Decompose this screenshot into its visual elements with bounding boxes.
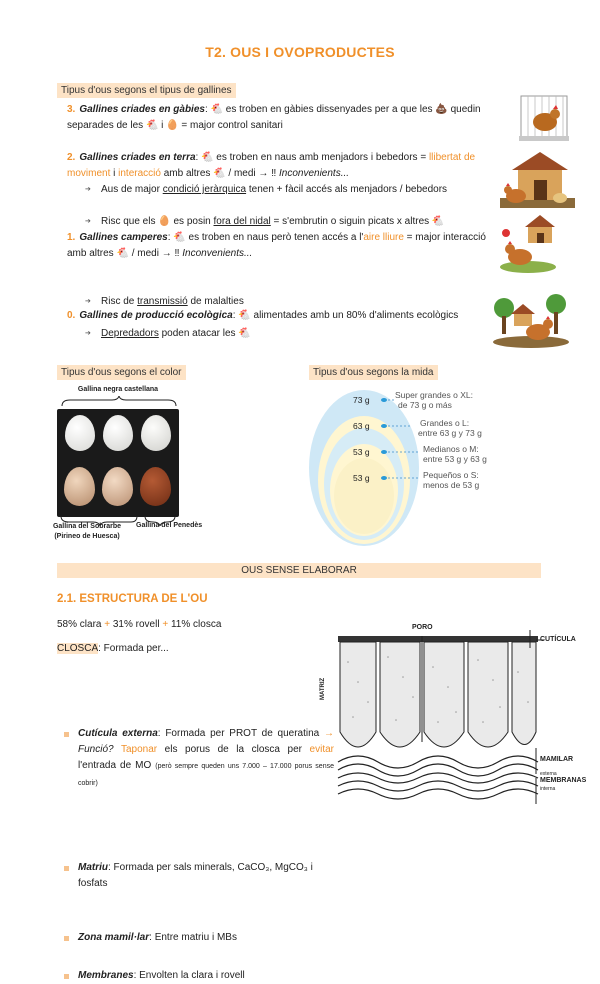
bullet-matriu: Matriu: Formada per sals minerals, CaCO₃, MgCO₃ i fosfats: [60, 860, 334, 892]
closca-line: CLOSCA: Formada per...: [57, 643, 169, 654]
size-label-l: Grandes o L: entre 63 g y 73 g: [418, 418, 482, 438]
label-sobrarbe: Gallina del Sobrarbe (Pirineo de Huesca): [52, 523, 122, 540]
bullet-cuticula: Cutícula externa: Formada per PROT de queratina → Funció? Taponar els porus de la closca per evitar l'entrada de MO (però sempre queden uns 7.000 – 17.000 porus sense cobrir): [60, 726, 334, 792]
size-label-m: Medianos o M: entre 53 g y 63 g: [423, 444, 487, 464]
free-range-hen-illustration: [498, 215, 558, 275]
label-matriz: MATRIZ: [320, 677, 326, 700]
egg-color-photo: [57, 409, 179, 517]
label-membranas: MEMBRANAS: [540, 777, 587, 784]
size-label-xl: Super grandes o XL: de 73 g o más: [395, 390, 473, 410]
item-terra: 2. Gallines criades en terra: 🐔 es troben en naus amb menjadors i bebedors = llibertat de moviment i interacció amb altres 🐔 / medi → ‼ Inconvenients...: [67, 152, 476, 179]
label-negra-castellana: Gallina negra castellana: [77, 386, 159, 393]
bullet-zona-mamillar: Zona mamil·lar: Entre matriu i MBs: [60, 930, 334, 946]
barn-hen-illustration: [500, 150, 575, 210]
size-label-s: Pequeños o S: menos de 53 g: [423, 470, 480, 490]
label-membrana-externa: externa: [540, 771, 557, 777]
size-weight: 63 g: [353, 421, 370, 431]
size-weight: 73 g: [353, 395, 370, 405]
item-camperes: 1. Gallines camperes: 🐔 es troben en naus però tenen accés a l'aire lliure = major interacció amb altres 🐔 / medi → ‼ Inconvenients...: [67, 232, 486, 259]
label-membrana-interna: interna: [540, 786, 556, 792]
item-gabies: 3. Gallines criades en gàbies: 🐔 es troben en gàbies dissenyades per a que les 💩 quedin separades de les 🐔 i 🥚 = major control sanitari: [67, 104, 481, 131]
size-weight: 53 g: [353, 447, 370, 457]
sub-item: ➔ Aus de major condició jeràrquica tenen + fàcil accés als menjadors / bebedors: [67, 182, 541, 198]
bullet-membranes: Membranes: Envolten la clara i rovell: [60, 968, 334, 984]
section-heading-mida: Tipus d'ous segons la mida: [309, 362, 438, 380]
section-bar-ous-sense-elaborar: OUS SENSE ELABORAR: [57, 563, 541, 578]
sub-item: ➔ Depredadors poden atacar les 🐔: [67, 326, 521, 342]
cage-hen-illustration: [515, 92, 573, 144]
item-ecologica: 0. Gallines de producció ecològica: 🐔 alimentades amb un 80% d'aliments ecològics: [67, 310, 459, 321]
label-cuticula: CUTÍCULA: [540, 636, 576, 643]
size-weight: 53 g: [353, 473, 370, 483]
brace-top: [60, 396, 178, 408]
sub-item: ➔ Risc que els 🥚 es posin fora del nidal = s'embrutin o siguin picats x altres 🐔: [67, 214, 541, 230]
section-heading-color: Tipus d'ous segons el color: [57, 362, 186, 380]
sub-item: ➔ Risc de transmissió de malalties: [67, 294, 521, 310]
estructura-heading: 2.1. ESTRUCTURA DE L'OU: [57, 593, 208, 605]
label-penedes: Gallina del Penedès: [136, 522, 203, 529]
label-mamilar: MAMILAR: [540, 756, 574, 763]
section-heading-gallines: Tipus d'ous segons el tipus de gallines: [57, 80, 236, 98]
composition-line: 58% clara + 31% rovell + 11% closca: [57, 619, 222, 630]
page-title: T2. OUS I OVOPRODUCTES: [205, 44, 395, 60]
ecological-hen-illustration: [492, 290, 570, 348]
label-poro: PORO: [412, 624, 433, 631]
